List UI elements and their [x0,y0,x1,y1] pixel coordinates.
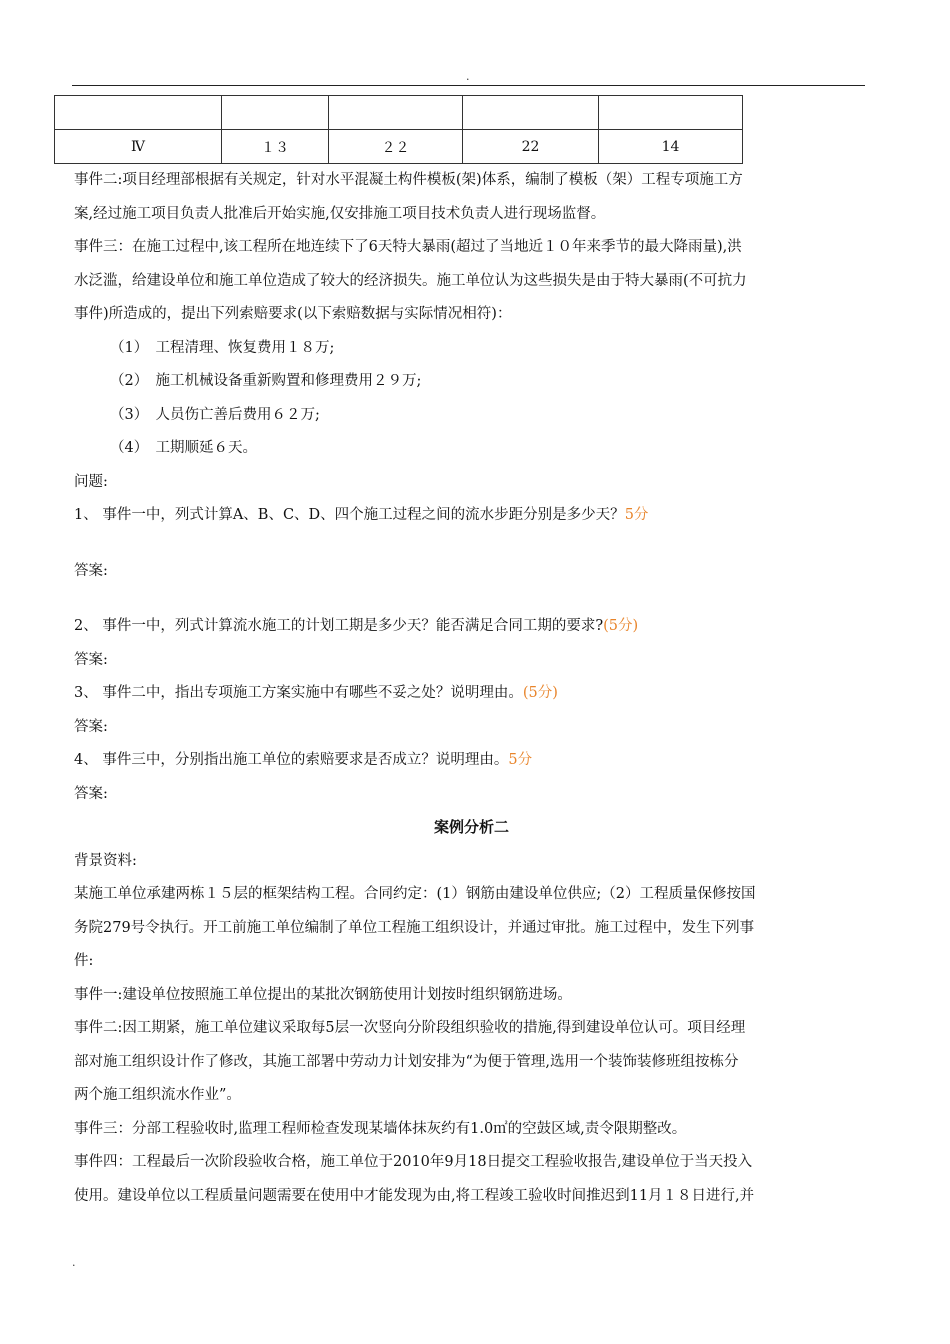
table-cell: ２２ [329,130,463,164]
table-cell [599,96,743,130]
text-line [74,711,869,745]
table-cell [463,96,599,130]
text-line [74,198,869,232]
list-item [74,399,869,433]
line-text: 水泛滥，给建设单位和施工单位造成了较大的经济损失。施工单位认为这些损失是由于特大暴雨(不可抗力 [74,272,747,289]
line-text: 案,经过施工项目负责人批准后开始实施,仅安排施工项目技术负责人进行现场监督。 [74,205,606,222]
line-text: 1、 事件一中，列式计算A、B、C、D、四个施工过程之间的流水步距分别是多少天？ [74,507,625,523]
line-text: 事件三：分部工程验收时,监理工程师检查发现某墙体抹灰约有1.0㎡的空鼓区域,责令限期整改。 [74,1120,687,1137]
line-text: 背景资料: [74,852,137,869]
line-text: （2） 施工机械设备重新购置和修理费用２９万; [110,373,422,389]
table-cell: Ⅳ [55,130,222,164]
document-body [74,164,869,1213]
text-line [74,1113,869,1147]
line-text: （3） 人员伤亡善后费用６２万; [110,406,320,423]
line-text: 事件三：在施工过程中,该工程所在地连续下了6天特大暴雨(超过了当地近１０年来季节的最大降雨量),洪 [74,239,742,255]
table-cell [329,96,463,130]
table-cell [222,96,329,130]
text-line [74,298,869,332]
text-line [74,1180,869,1214]
table-cell: 22 [463,130,599,164]
header-mark: . [466,70,470,83]
footer-mark: . [72,1256,76,1269]
text-line [74,1146,869,1180]
header-rule [72,85,865,86]
table-cell [55,96,222,130]
text-line [74,677,869,711]
line-text: 务院279号令执行。开工前施工单位编制了单位工程施工组织设计，并通过审批。施工过程中，发生下列事 [74,919,755,936]
line-text: 案例分析二 [433,818,509,836]
list-item [74,332,869,366]
line-text: 某施工单位承建两栋１５层的框架结构工程。合同约定：(1）钢筋由建设单位供应;（2）工程质量保修按国 [74,886,756,902]
table-cell: 14 [599,130,743,164]
table-cell: １３ [222,130,329,164]
table-row [55,96,743,130]
list-item [74,432,869,466]
line-text: 事件)所造成的，提出下列索赔要求(以下索赔数据与实际情况相符)： [74,306,512,322]
list-item [74,365,869,399]
line-text: 事件二:项目经理部根据有关规定，针对水平混凝土构件模板(架)体系，编制了模板（架）工程专项施工方 [74,172,743,188]
text-line [74,845,869,879]
line-text: 事件四：工程最后一次阶段验收合格，施工单位于2010年9月18日提交工程验收报告,建设单位于当天投入 [74,1154,753,1170]
text-line [74,164,869,198]
text-line [74,912,869,946]
line-text: 答案: [74,785,108,802]
line-text: 4、 事件三中，分别指出施工单位的索赔要求是否成立？说明理由。 [74,752,509,768]
text-line [74,878,869,912]
line-text: 使用。建设单位以工程质量问题需要在使用中才能发现为由,将工程竣工验收时间推迟到11月１８日进行,并 [74,1187,755,1204]
text-line [74,1079,869,1113]
text-line [74,555,869,589]
line-text: 问题: [74,473,108,490]
text-line [74,778,869,812]
section-title [74,811,869,845]
text-line [74,744,869,778]
data-table [54,95,743,164]
text-line [74,979,869,1013]
text-line [74,610,869,644]
text-line [74,1046,869,1080]
table-row [55,130,743,164]
line-text: 事件一:建设单位按照施工单位提出的某批次钢筋使用计划按时组织钢筋进场。 [74,986,572,1003]
line-text: 件: [74,953,94,969]
line-text: 答案: [74,651,108,668]
text-line [74,644,869,678]
text-line [74,1012,869,1046]
line-text: （1） 工程清理、恢复费用１８万; [110,339,335,356]
score-label: (5分) [522,685,558,701]
score-label: (5分) [603,618,639,634]
line-text: 答案: [74,562,108,579]
spacer [74,533,869,555]
line-text: 2、 事件一中，列式计算流水施工的计划工期是多少天？能否满足合同工期的要求? [74,618,604,634]
text-line [74,265,869,299]
score-label: 5分 [508,752,533,768]
line-text: 事件二:因工期紧，施工单位建议采取每5层一次竖向分阶段组织验收的措施,得到建设单位认可。项目经理 [74,1020,746,1036]
text-line [74,499,869,533]
text-line [74,945,869,979]
line-text: 部对施工组织设计作了修改，其施工部署中劳动力计划安排为“为便于管理,选用一个装饰装修班组按栋分 [74,1053,739,1070]
line-text: 3、 事件二中，指出专项施工方案实施中有哪些不妥之处？说明理由。 [74,685,523,701]
line-text: 答案: [74,718,108,735]
line-text: （4） 工期顺延６天。 [110,440,257,456]
score-label: 5分 [624,507,649,523]
text-line [74,231,869,265]
line-text: 两个施工组织流水作业”。 [74,1087,241,1103]
spacer [74,588,869,610]
text-line [74,466,869,500]
